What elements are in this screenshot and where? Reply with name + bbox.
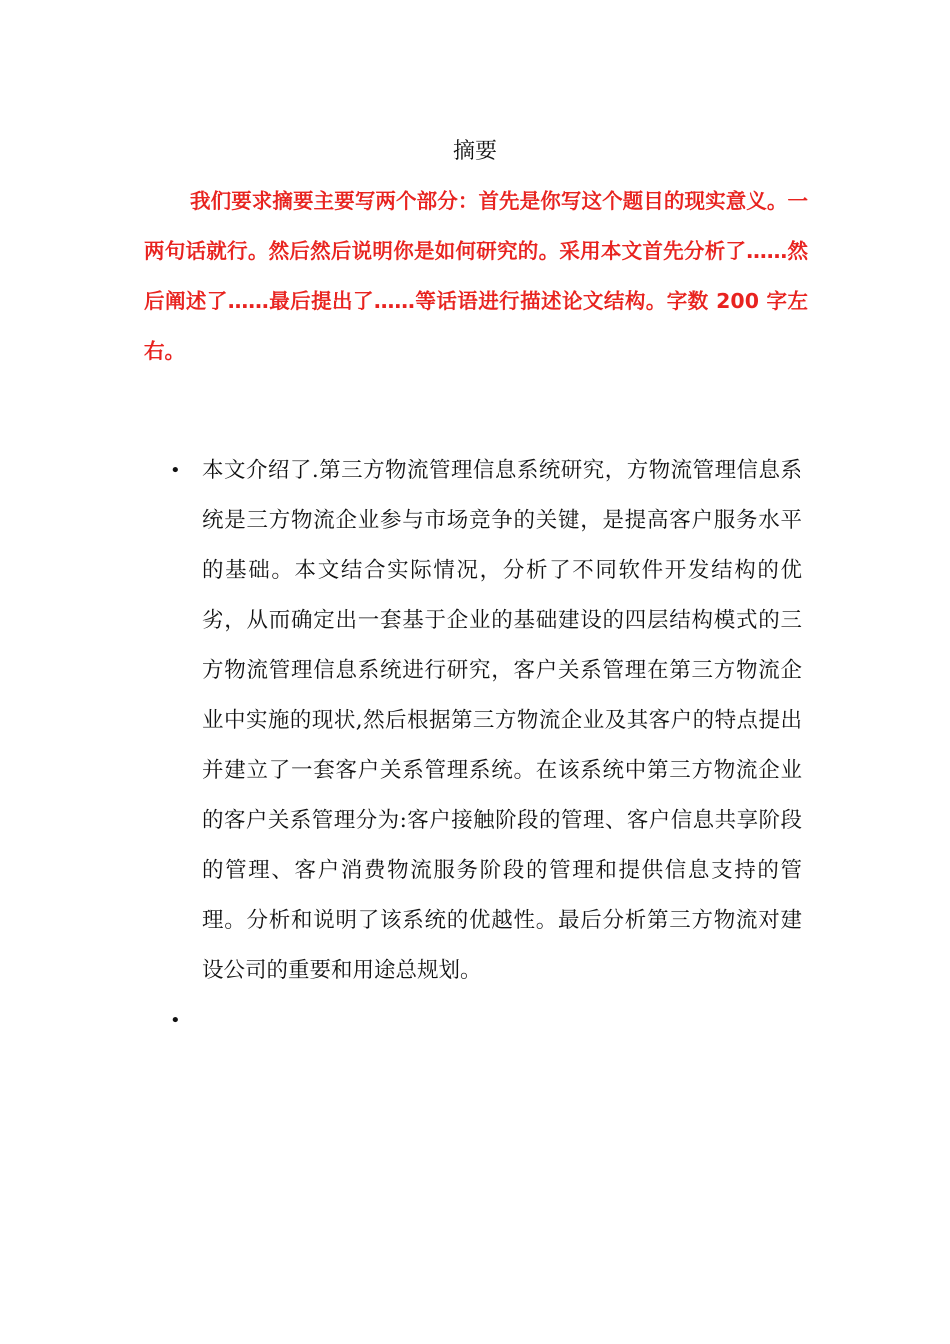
- bullet-icon: •: [170, 460, 181, 481]
- abstract-bullet-list: [0, 446, 950, 1046]
- list-item-empty: [0, 996, 950, 1046]
- abstract-title: 摘要: [452, 139, 497, 164]
- abstract-instruction-note: 我们要求摘要主要写两个部分：首先是你写这个题目的现实意义。一两句话就行。然后然后说明你是如何研究的。采用本文首先分析了……然后阐述了……最后提出了……等话语进行描述论文结构。字数 200 字左右。: [144, 189, 808, 363]
- abstract-body-text: 本文介绍了.第三方物流管理信息系统研究，方物流管理信息系统是三方物流企业参与市场竞争的关键，是提高客户服务水平的基础。本文结合实际情况，分析了不同软件开发结构的优劣，从而确定出一套基于企业的基础建设的四层结构模式的三方物流管理信息系统进行研究，客户关系管理在第三方物流企业中实施的现状,然后根据第三方物流企业及其客户的特点提出并建立了一套客户关系管理系统。在该系统中第三方物流企业的客户关系管理分为:客户接触阶段的管理、客户信息共享阶段的管理、客户消费物流服务阶段的管理和提供信息支持的管理。分析和说明了该系统的优越性。最后分析第三方物流对建设公司的重要和用途总规划。: [202, 458, 802, 983]
- list-item: [0, 446, 950, 996]
- bullet-icon: •: [170, 1010, 181, 1031]
